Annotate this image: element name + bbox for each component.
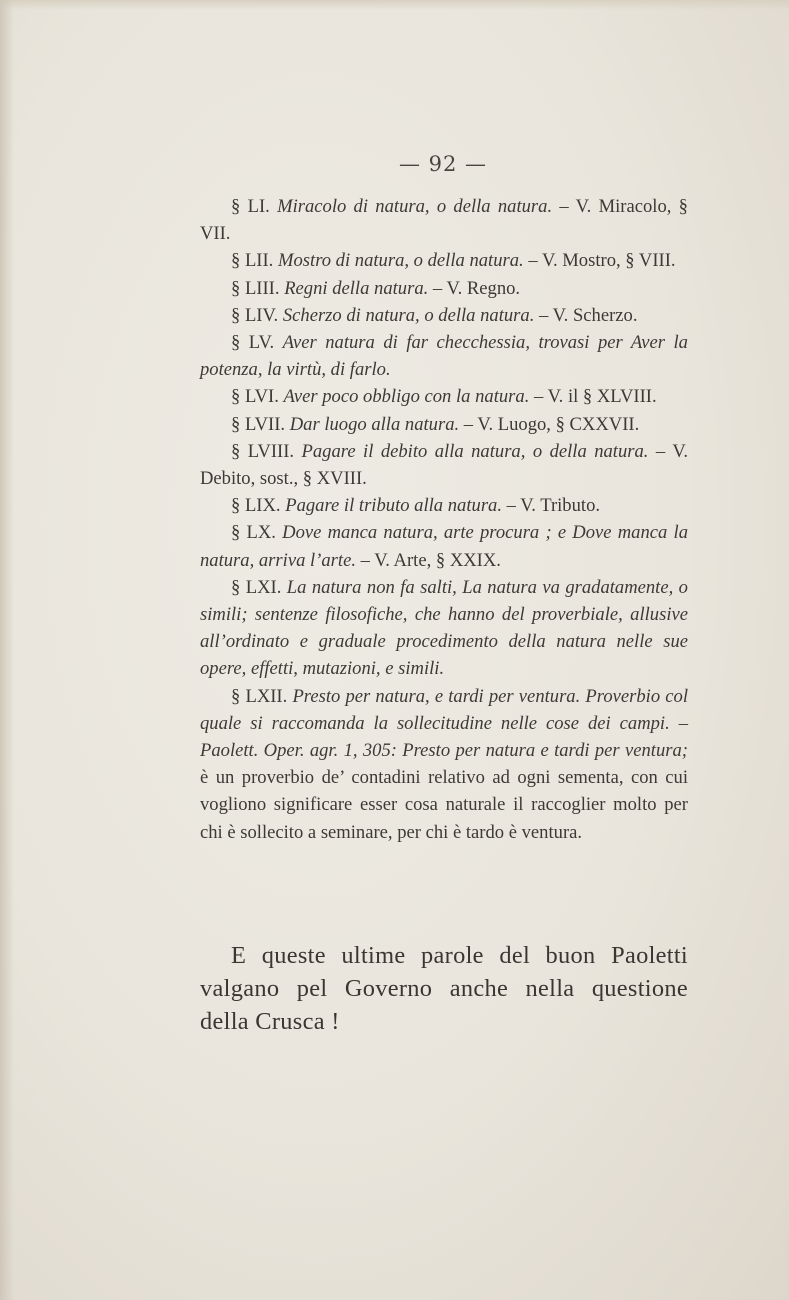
entry-reference: – V. Scherzo.	[534, 304, 638, 326]
entry-60	[200, 519, 688, 573]
entry-phrase: Scherzo di natura, o della natura.	[282, 304, 535, 326]
entry-reference: – V. il § XLVIII.	[529, 386, 657, 408]
entry-phrase: Pagare il debito alla natura, o della natura.	[301, 440, 649, 462]
entry-number: § LIII.	[231, 277, 280, 299]
entry-number: § LIV.	[231, 304, 279, 326]
entry-phrase: Aver natura di far checchessia, trovasi per Aver la potenza, la virtù, di farlo.	[200, 332, 688, 381]
entry-phrase: La natura non fa salti, La natura va gradatamente, o simili; sentenze filosofiche, che hanno del proverbiale, allusive all’ordinato e graduale procedimento della natura nelle sue opere, effetti, mutazioni, e simili.	[200, 576, 688, 680]
entry-54	[200, 302, 688, 329]
entry-number: § LIX.	[231, 495, 281, 517]
entry-number: § LVIII.	[231, 440, 295, 462]
entry-phrase: Miracolo di natura, o della natura.	[277, 196, 553, 217]
entry-62	[200, 683, 688, 846]
entry-reference: – V. Debito, sost., § XVIII.	[200, 440, 689, 490]
page-top-edge-shadow	[0, 0, 789, 10]
entry-reference: è un proverbio de’ contadini relativo ad ogni sementa, con cui vogliono significare esser cosa naturale il raccoglier molto per chi è sollecito a seminare, per chi è tardo è ventura.	[200, 767, 688, 843]
entry-number: § LXII.	[231, 685, 288, 707]
entry-57	[200, 411, 688, 438]
entries-list	[200, 193, 688, 846]
entry-phrase: Dove manca natura, arte procura ; e Dove manca la natura, arriva l’arte.	[200, 522, 688, 571]
entry-number: § LII.	[231, 250, 274, 272]
entry-number: § LX.	[231, 522, 276, 544]
page-left-edge-shadow	[0, 0, 14, 1300]
entry-58	[200, 438, 688, 492]
entry-56	[200, 383, 688, 410]
entry-number: § LV.	[231, 332, 275, 354]
entry-52	[200, 247, 688, 274]
entry-phrase: Regni della natura.	[284, 277, 429, 299]
entry-reference: – V. Mostro, § VIII.	[523, 250, 676, 272]
entry-number: § LVI.	[231, 386, 279, 408]
entry-number: § LI.	[231, 196, 270, 217]
entry-51	[200, 193, 688, 247]
page-number: — 92 —	[398, 152, 488, 176]
entry-number: § LXI.	[231, 576, 282, 598]
entry-reference: – V. Tributo.	[502, 495, 601, 517]
entry-number: § LVII.	[231, 413, 286, 435]
entry-phrase: Dar luogo alla natura.	[289, 413, 460, 435]
entry-reference: – V. Regno.	[428, 277, 521, 299]
entry-phrase: Mostro di natura, o della natura.	[278, 250, 524, 272]
entry-phrase: Presto per natura, e tardi per ventura. Proverbio col quale si raccomanda la sollecitudine nelle cose dei campi. – Paolett. Oper. agr. 1, 305: Presto per natura e tardi per ventura;	[200, 685, 688, 762]
entry-61	[200, 574, 688, 683]
conclusion-paragraph: E queste ultime parole del buon Paoletti valgano pel Governo anche nella questione della Crusca !	[200, 942, 688, 1035]
entry-reference: – V. Miracolo, § VII.	[200, 196, 688, 245]
entry-phrase: Aver poco obbligo con la natura.	[283, 386, 530, 408]
entry-53	[200, 275, 688, 302]
entry-reference: – V. Arte, § XXIX.	[355, 549, 501, 571]
entry-phrase: Pagare il tributo alla natura.	[285, 495, 502, 517]
entry-reference: – V. Luogo, § CXXVII.	[459, 413, 640, 435]
entry-55	[200, 329, 688, 383]
entry-59	[200, 492, 688, 519]
